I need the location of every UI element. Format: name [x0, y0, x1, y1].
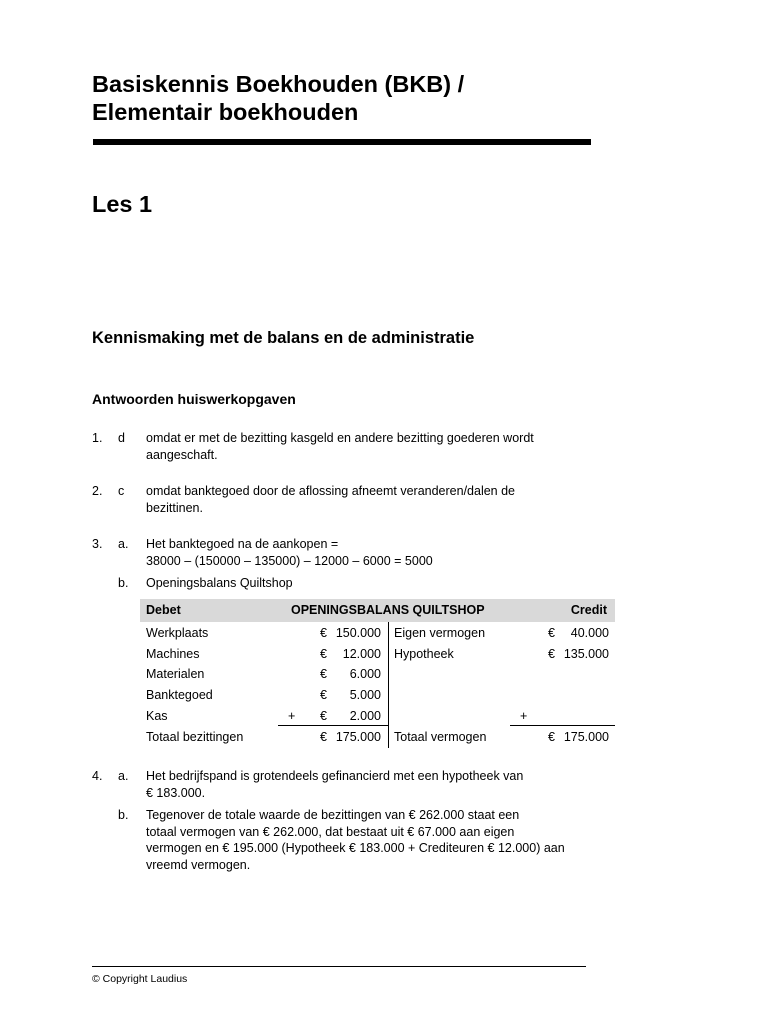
currency-sign: € — [320, 709, 327, 723]
currency-sign: € — [320, 667, 327, 681]
answer-number: 4. — [92, 769, 103, 783]
answer-line: totaal vermogen van € 262.000, dat bestaat uit € 67.000 aan eigen — [146, 824, 515, 839]
debit-label: Machines — [146, 647, 200, 661]
debit-amount: 2.000 — [349, 709, 381, 723]
answer-number: 2. — [92, 484, 103, 498]
credit-amount: 40.000 — [570, 626, 609, 640]
debit-label: Werkplaats — [146, 626, 209, 640]
plus-sign: + — [288, 709, 296, 723]
answer-text — [146, 483, 586, 516]
footer-divider — [92, 966, 586, 967]
total-credit-label: Totaal vermogen — [394, 730, 487, 744]
answer-text — [146, 430, 586, 463]
debit-label: Kas — [146, 709, 168, 723]
header-title: OPENINGSBALANS QUILTSHOP — [291, 603, 485, 617]
answer-line: Openingsbalans Quiltshop — [146, 576, 293, 590]
answer-line: Het bedrijfspand is grotendeels gefinancierd met een hypotheek van — [146, 769, 524, 783]
copyright: © Copyright Laudius — [92, 973, 188, 985]
answer-line: omdat banktegoed door de aflossing afneemt veranderen/dalen de — [146, 484, 516, 498]
debit-amount: 5.000 — [349, 688, 381, 702]
section-title: Antwoorden huiswerkopgaven — [92, 391, 296, 407]
answer-letter: d — [118, 431, 125, 445]
chapter-subtitle: Kennismaking met de balans en de administratie — [92, 329, 475, 347]
answer-line: bezittinen. — [146, 500, 203, 515]
answer-text — [146, 536, 586, 569]
debit-amount: 12.000 — [342, 647, 381, 661]
title-line-1: Basiskennis Boekhouden (BKB) / — [92, 71, 465, 97]
answer-text — [146, 768, 586, 801]
title-divider — [93, 139, 591, 145]
credit-label: Eigen vermogen — [394, 626, 486, 640]
debit-label: Materialen — [146, 667, 205, 681]
credit-amount: 135.000 — [563, 647, 609, 661]
header-debet: Debet — [146, 603, 181, 617]
answer-letter: b. — [118, 808, 129, 822]
answer-line: 38000 – (150000 – 135000) – 12000 – 6000 = 5000 — [146, 553, 433, 568]
answer-line: omdat er met de bezitting kasgeld en andere bezitting goederen wordt — [146, 431, 534, 445]
balance-table — [140, 599, 615, 749]
plus-sign: + — [520, 709, 528, 723]
currency-sign: € — [320, 647, 327, 661]
answer-number: 1. — [92, 431, 103, 445]
total-credit-amount: 175.000 — [563, 730, 609, 744]
answer-line: Tegenover de totale waarde de bezittingen van € 262.000 staat een — [146, 808, 520, 822]
debit-amount: 150.000 — [335, 626, 381, 640]
total-debit-amount: 175.000 — [335, 730, 381, 744]
answer-text — [146, 807, 586, 873]
answer-letter: c — [118, 484, 125, 498]
lesson-title: Les 1 — [92, 191, 153, 217]
answer-letter: b. — [118, 576, 129, 590]
answer-text — [146, 575, 586, 592]
debit-label: Banktegoed — [146, 688, 213, 702]
total-debit-label: Totaal bezittingen — [146, 730, 244, 744]
column-divider — [388, 622, 389, 748]
subtotal-rule-credit — [510, 725, 615, 726]
answer-line: aangeschaft. — [146, 447, 218, 462]
document-title — [92, 70, 464, 126]
currency-sign: € — [320, 626, 327, 640]
credit-label: Hypotheek — [394, 647, 454, 661]
title-line-2: Elementair boekhouden — [92, 99, 359, 125]
answer-letter: a. — [118, 769, 129, 783]
currency-sign: € — [548, 647, 555, 661]
debit-amount: 6.000 — [349, 667, 381, 681]
answer-letter: a. — [118, 537, 129, 551]
answer-line: vreemd vermogen. — [146, 857, 251, 872]
subtotal-rule-debit — [278, 725, 388, 726]
answer-line: € 183.000. — [146, 785, 206, 800]
balance-table-header — [140, 599, 615, 622]
currency-sign: € — [548, 730, 555, 744]
answer-line: Het banktegoed na de aankopen = — [146, 537, 339, 551]
currency-sign: € — [548, 626, 555, 640]
currency-sign: € — [320, 730, 327, 744]
currency-sign: € — [320, 688, 327, 702]
answer-number: 3. — [92, 537, 103, 551]
answer-line: vermogen en € 195.000 (Hypotheek € 183.000 + Crediteuren € 12.000) aan — [146, 841, 565, 855]
header-credit: Credit — [570, 603, 607, 617]
